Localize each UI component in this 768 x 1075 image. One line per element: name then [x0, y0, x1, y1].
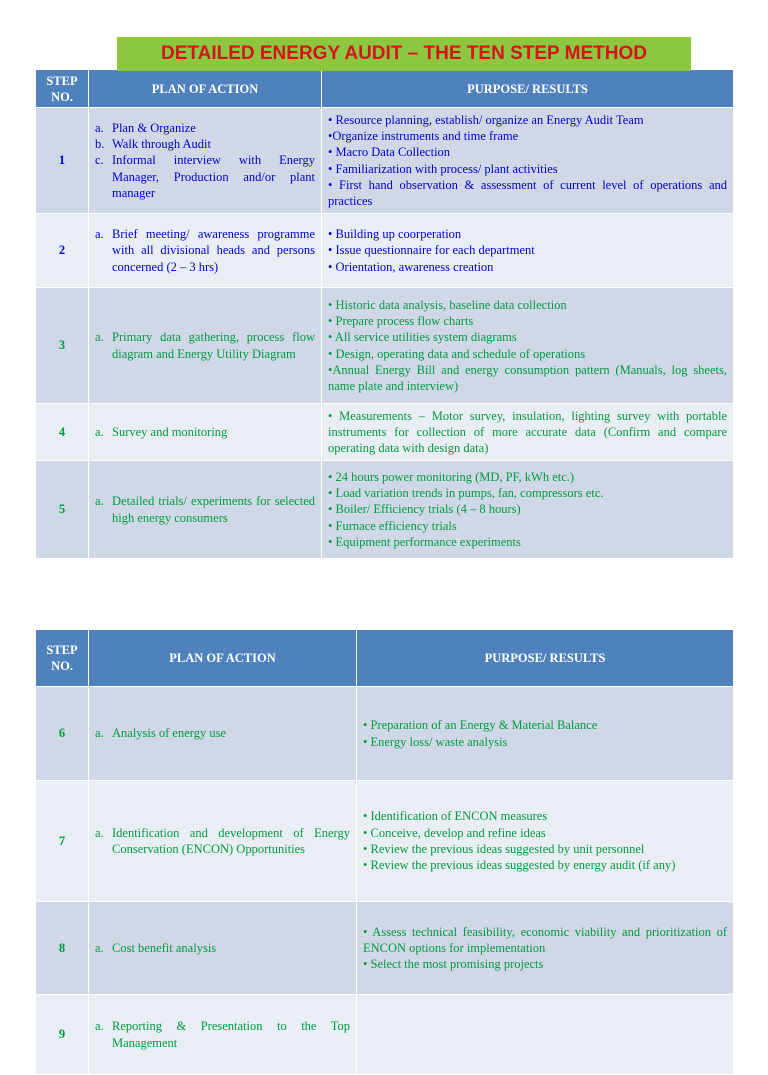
- result-bullet: • Issue questionnaire for each department: [328, 243, 535, 258]
- table-header-row: [36, 70, 734, 108]
- purpose-results-cell: [322, 461, 734, 559]
- plan-item-text: Identification and development of Energy Conservation (ENCON) Opportunities: [112, 825, 350, 856]
- plan-item-label: c.: [95, 153, 104, 168]
- plan-item-label: a.: [95, 940, 104, 955]
- step-number: 3: [36, 288, 89, 404]
- plan-of-action-cell: [89, 404, 322, 461]
- table-row: [36, 461, 734, 559]
- result-bullet: • Load variation trends in pumps, fan, compressors etc.: [328, 486, 604, 501]
- plan-item-text: Survey and monitoring: [112, 424, 228, 439]
- result-bullet: • Preparation of an Energy & Material Balance: [363, 718, 598, 733]
- plan-item: [95, 940, 350, 956]
- purpose-results-cell: [322, 214, 734, 288]
- plan-item: [95, 825, 350, 858]
- plan-item-text: Plan & Organize: [112, 120, 196, 135]
- purpose-results-cell: [357, 995, 734, 1075]
- plan-item-text: Primary data gathering, process flow diagram and Energy Utility Diagram: [112, 330, 315, 361]
- result-bullet: • 24 hours power monitoring (MD, PF, kWh etc.): [328, 469, 575, 484]
- purpose-results-cell: [322, 108, 734, 214]
- result-bullet: • Prepare process flow charts: [328, 313, 474, 328]
- step-number: 5: [36, 461, 89, 559]
- purpose-results-cell: [357, 781, 734, 902]
- plan-item: [95, 226, 315, 275]
- plan-item: [95, 329, 315, 362]
- table-row: [36, 902, 734, 995]
- result-bullet: • Orientation, awareness creation: [328, 259, 494, 274]
- plan-of-action-cell: [89, 108, 322, 214]
- result-bullet: • Assess technical feasibility, economic viability and prioritization of ENCON options for implementation: [363, 924, 727, 955]
- plan-of-action-cell: [89, 995, 357, 1075]
- plan-item-text: Informal interview with Energy Manager, Production and/or plant manager: [112, 153, 315, 200]
- table-row: [36, 687, 734, 781]
- result-bullet: • Conceive, develop and refine ideas: [363, 825, 546, 840]
- purpose-results-cell: [357, 687, 734, 781]
- plan-item: [95, 1018, 350, 1051]
- header-purpose-results: PURPOSE/ RESULTS: [322, 70, 734, 108]
- plan-item-text: Analysis of energy use: [112, 726, 226, 741]
- plan-item-label: a.: [95, 330, 104, 345]
- plan-item-text: Detailed trials/ experiments for selected high energy consumers: [112, 494, 315, 525]
- result-bullet: • Measurements – Motor survey, insulation, lighting survey with portable instruments for collection of more accurate data (Confirm and compare operating data with design data): [328, 408, 727, 456]
- plan-of-action-cell: [89, 461, 322, 559]
- plan-item-text: Brief meeting/ awareness programme with all divisional heads and persons concerned (2 – 3 hrs): [112, 227, 315, 274]
- table-row: [36, 781, 734, 902]
- result-bullet: • Macro Data Collection: [328, 145, 451, 160]
- plan-item-text: Walk through Audit: [112, 137, 211, 152]
- table-row: [36, 288, 734, 404]
- plan-item-text: Reporting & Presentation to the Top Management: [112, 1019, 350, 1050]
- step-number: 9: [36, 995, 89, 1075]
- table-row: [36, 995, 734, 1075]
- plan-item-text: Cost benefit analysis: [112, 940, 217, 955]
- purpose-results-cell: [322, 288, 734, 404]
- plan-item: [95, 493, 315, 526]
- result-bullet: • First hand observation & assessment of current level of operations and practices: [328, 177, 727, 209]
- page-title: DETAILED ENERGY AUDIT – THE TEN STEP METHOD: [117, 37, 691, 71]
- result-bullet: • Energy loss/ waste analysis: [363, 734, 508, 749]
- result-bullet: • Equipment performance experiments: [328, 534, 521, 549]
- result-bullet: • All service utilities system diagrams: [328, 330, 517, 345]
- table-header-row: [36, 630, 734, 687]
- step-number: 4: [36, 404, 89, 461]
- result-bullet: • Identification of ENCON measures: [363, 809, 548, 824]
- result-bullet: • Select the most promising projects: [363, 957, 544, 972]
- step-number: 7: [36, 781, 89, 902]
- step-number: 2: [36, 214, 89, 288]
- plan-item-label: a.: [95, 227, 104, 242]
- plan-item-label: a.: [95, 1019, 104, 1034]
- plan-item: [95, 136, 315, 152]
- plan-item-label: a.: [95, 726, 104, 741]
- header-plan-of-action: PLAN OF ACTION: [89, 630, 357, 687]
- step-number: 6: [36, 687, 89, 781]
- result-bullet: • Familiarization with process/ plant activities: [328, 161, 558, 176]
- plan-of-action-cell: [89, 288, 322, 404]
- purpose-results-cell: [322, 404, 734, 461]
- result-bullet: • Design, operating data and schedule of operations: [328, 346, 586, 361]
- table-row: [36, 404, 734, 461]
- plan-item-label: b.: [95, 137, 105, 152]
- table-row: [36, 108, 734, 214]
- header-step-no: STEP NO.: [36, 70, 89, 108]
- result-bullet: •Organize instruments and time frame: [328, 128, 519, 143]
- result-bullet: • Building up coorperation: [328, 227, 462, 242]
- plan-item-label: a.: [95, 424, 104, 439]
- header-purpose-results: PURPOSE/ RESULTS: [357, 630, 734, 687]
- plan-of-action-cell: [89, 214, 322, 288]
- result-bullet: • Review the previous ideas suggested by energy audit (if any): [363, 858, 676, 873]
- plan-of-action-cell: [89, 781, 357, 902]
- plan-item: [95, 424, 315, 440]
- result-bullet: • Furnace efficiency trials: [328, 518, 457, 533]
- result-bullet: • Review the previous ideas suggested by unit personnel: [363, 842, 645, 856]
- table-row: [36, 214, 734, 288]
- ten-step-table-part-2: [35, 629, 734, 1075]
- result-bullet: • Boiler/ Efficiency trials (4 – 8 hours): [328, 502, 521, 517]
- plan-item-label: a.: [95, 494, 104, 509]
- step-number: 1: [36, 108, 89, 214]
- plan-item: [95, 152, 315, 201]
- header-step-no: STEP NO.: [36, 630, 89, 687]
- result-bullet: •Annual Energy Bill and energy consumption pattern (Manuals, log sheets, name plate and interview): [328, 362, 727, 394]
- plan-item-label: a.: [95, 120, 104, 135]
- result-bullet: • Resource planning, establish/ organize an Energy Audit Team: [328, 112, 644, 127]
- plan-item-label: a.: [95, 825, 104, 840]
- plan-item: [95, 120, 315, 136]
- plan-of-action-cell: [89, 687, 357, 781]
- header-plan-of-action: PLAN OF ACTION: [89, 70, 322, 108]
- result-bullet: • Historic data analysis, baseline data collection: [328, 297, 567, 312]
- plan-item: [95, 725, 350, 741]
- plan-of-action-cell: [89, 902, 357, 995]
- purpose-results-cell: [357, 902, 734, 995]
- step-number: 8: [36, 902, 89, 995]
- ten-step-table-part-1: [35, 69, 734, 559]
